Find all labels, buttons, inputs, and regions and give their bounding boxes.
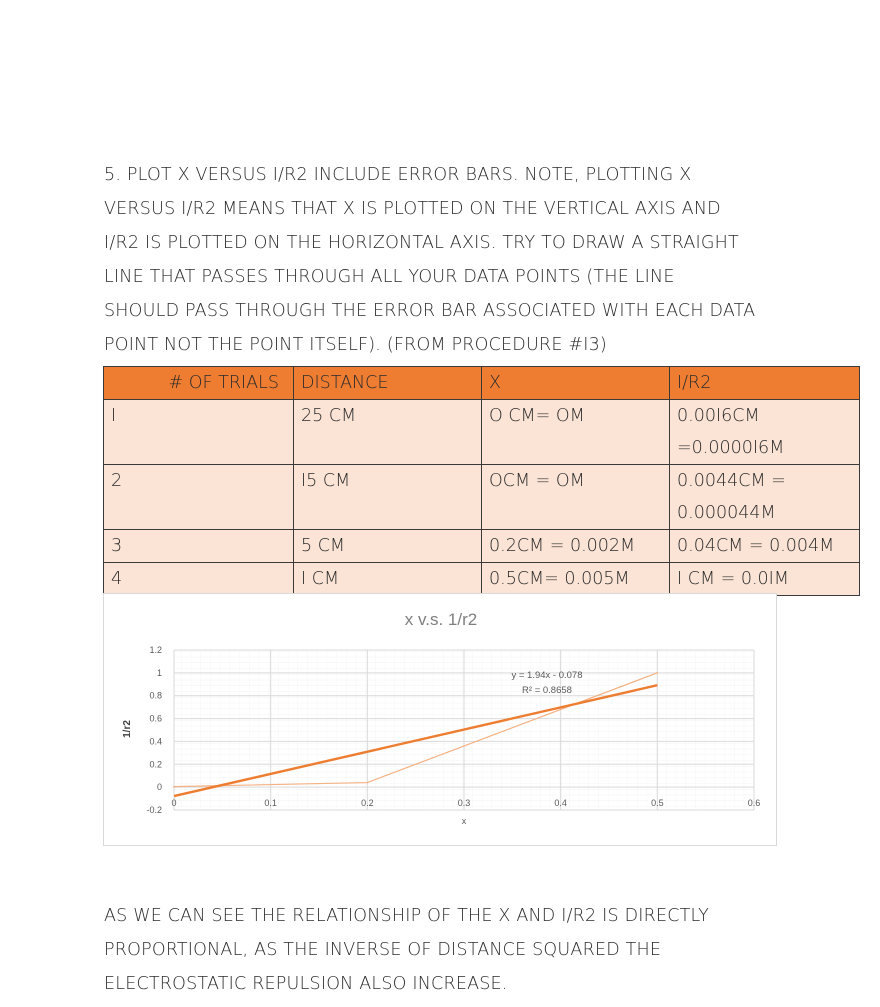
cell-inverse-r2 bbox=[670, 465, 860, 530]
cell-x: OCM = OM bbox=[482, 465, 670, 530]
y-tick-label: 0.8 bbox=[149, 690, 162, 701]
cell-trial: I bbox=[104, 400, 294, 465]
x-tick-label: 0.2 bbox=[361, 798, 374, 809]
table-row bbox=[104, 465, 860, 530]
question-line: VERSUS I/R2 MEANS THAT X IS PLOTTED ON THE VERTICAL AXIS AND bbox=[104, 199, 721, 219]
data-point bbox=[367, 782, 369, 784]
cell-distance: I5 CM bbox=[294, 465, 482, 530]
chart bbox=[103, 593, 777, 846]
cell-inverse-r2-line: 0.000044M bbox=[677, 503, 776, 523]
x-axis-label: x bbox=[461, 816, 467, 826]
x-tick-label: 0.1 bbox=[264, 798, 277, 809]
table-row bbox=[104, 530, 860, 563]
header-trials: # OF TRIALS bbox=[104, 367, 294, 400]
y-tick-label: 1.2 bbox=[149, 645, 162, 655]
conclusion-line: PROPORTIONAL, AS THE INVERSE OF DISTANCE SQUARED THE bbox=[104, 940, 662, 960]
y-tick-label: 0.6 bbox=[149, 713, 162, 724]
x-tick-label: 0.4 bbox=[554, 798, 567, 809]
y-tick-label: 1 bbox=[156, 667, 162, 678]
question-line: I/R2 IS PLOTTED ON THE HORIZONTAL AXIS. TRY TO DRAW A STRAIGHT bbox=[104, 233, 739, 253]
cell-inverse-r2-line: =0.0000I6M bbox=[677, 438, 785, 458]
cell-distance: I CM bbox=[294, 563, 482, 596]
chart-title: x v.s. 1/r2 bbox=[404, 610, 478, 629]
cell-inverse-r2-line: 0.0044CM = bbox=[677, 471, 786, 491]
header-x: X bbox=[482, 367, 670, 400]
x-tick-label: 0.3 bbox=[457, 798, 471, 809]
y-tick-label: 0.4 bbox=[149, 736, 162, 747]
data-point bbox=[173, 786, 175, 788]
trials-table bbox=[103, 366, 860, 596]
trendline-r-squared: R² = 0.8658 bbox=[522, 685, 572, 696]
question-line: LINE THAT PASSES THROUGH ALL YOUR DATA POINTS (THE LINE bbox=[104, 267, 675, 287]
cell-x: O CM= OM bbox=[482, 400, 670, 465]
x-tick-label: 0.5 bbox=[651, 798, 664, 809]
cell-inverse-r2: I CM = 0.0IM bbox=[670, 563, 860, 596]
cell-trial: 3 bbox=[104, 530, 294, 563]
conclusion-line: AS WE CAN SEE THE RELATIONSHIP OF THE X AND I/R2 IS DIRECTLY bbox=[104, 906, 710, 926]
table-header-row bbox=[104, 367, 860, 400]
cell-distance: 5 CM bbox=[294, 530, 482, 563]
conclusion-line: ELECTROSTATIC REPULSION ALSO INCREASE. bbox=[104, 974, 508, 994]
cell-inverse-r2 bbox=[670, 400, 860, 465]
cell-inverse-r2-line: 0.00I6CM bbox=[677, 406, 760, 426]
question-line: POINT NOT THE POINT ITSELF). (FROM PROCEDURE #I3) bbox=[104, 335, 607, 355]
question-line: SHOULD PASS THROUGH THE ERROR BAR ASSOCIATED WITH EACH DATA bbox=[104, 301, 756, 321]
cell-x: 0.2CM = 0.002M bbox=[482, 530, 670, 563]
cell-distance: 25 CM bbox=[294, 400, 482, 465]
header-distance: DISTANCE bbox=[294, 367, 482, 400]
cell-x: 0.5CM= 0.005M bbox=[482, 563, 670, 596]
x-tick-label: 0 bbox=[171, 798, 177, 809]
header-inverse-r2: I/R2 bbox=[670, 367, 860, 400]
question-line: 5. PLOT X VERSUS I/R2 INCLUDE ERROR BARS. NOTE, PLOTTING X bbox=[104, 165, 692, 185]
cell-inverse-r2: 0.04CM = 0.004M bbox=[670, 530, 860, 563]
trendline-equation: y = 1.94x - 0.078 bbox=[511, 670, 583, 681]
table-row bbox=[104, 563, 860, 596]
chart-canvas bbox=[104, 594, 776, 845]
question-paragraph bbox=[104, 158, 804, 362]
y-tick-label: -0.2 bbox=[146, 805, 162, 815]
y-tick-label: 0.2 bbox=[149, 759, 162, 770]
cell-trial: 4 bbox=[104, 563, 294, 596]
table-row bbox=[104, 400, 860, 465]
conclusion-paragraph bbox=[104, 899, 804, 1001]
x-tick-label: 0.6 bbox=[747, 798, 761, 809]
y-axis-label: 1/r2 bbox=[122, 720, 133, 738]
y-tick-label: 0 bbox=[156, 782, 162, 793]
data-point bbox=[657, 672, 659, 674]
cell-trial: 2 bbox=[104, 465, 294, 530]
